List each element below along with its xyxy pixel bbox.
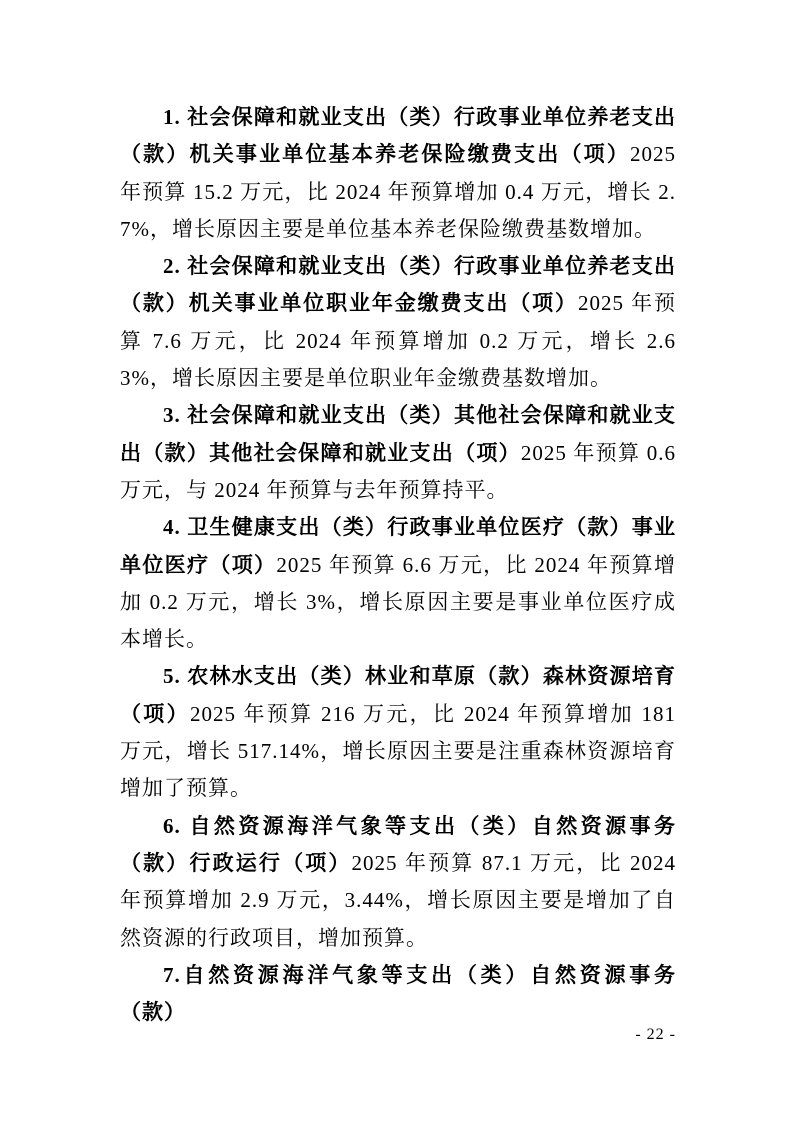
budget-paragraph-4 — [120, 509, 676, 658]
budget-paragraph-3 — [120, 397, 676, 509]
paragraph-heading: 7.自然资源海洋气象等支出（类）自然资源事务（款） — [120, 962, 676, 1025]
paragraph-heading: 6. 自然资源海洋气象等支出（类）自然资源事务（款）行政运行（项） — [120, 813, 676, 875]
paragraph-heading: 1. 社会保障和就业支出（类）行政事业单位养老支出（款）机关事业单位基本养老保险缴费支出（项） — [120, 105, 676, 167]
page-number: - 22 - — [635, 1026, 676, 1043]
budget-paragraph-2 — [120, 248, 676, 397]
paragraph-body: 2025 年预算 216 万元，比 2024 年预算增加 181 万元，增长 517.14%，增长原因主要是注重森林资源培育增加了预算。 — [120, 701, 677, 801]
paragraph-heading: 4. 卫生健康支出（类）行政事业单位医疗（款）事业单位医疗（项） — [120, 515, 676, 577]
budget-paragraph-1 — [120, 99, 676, 248]
paragraph-body: 2025 年预算 0.6 万元，与 2024 年预算与去年预算持平。 — [120, 440, 676, 502]
budget-paragraph-5 — [120, 658, 676, 807]
paragraph-body: 2025 年预算 7.6 万元，比 2024 年预算增加 0.2 万元，增长 2.63%，增长原因主要是单位职业年金缴费基数增加。 — [120, 291, 676, 391]
paragraph-heading: 5. 农林水支出（类）林业和草原（款）森林资源培育（项） — [120, 664, 676, 726]
budget-paragraph-6 — [120, 808, 676, 957]
paragraph-body: 2025 年预算 15.2 万元，比 2024 年预算增加 0.4 万元，增长 2.7%，增长原因主要是单位基本养老保险缴费基数增加。 — [120, 142, 676, 241]
paragraph-body: 2025 年预算 87.1 万元，比 2024 年预算增加 2.9 万元，3.44%，增长原因主要是增加了自然资源的行政项目，增加预算。 — [120, 850, 676, 950]
document-body — [120, 99, 676, 1031]
paragraph-heading: 2. 社会保障和就业支出（类）行政事业单位养老支出（款）机关事业单位职业年金缴费支出（项） — [120, 254, 676, 316]
paragraph-body: 2025 年预算 6.6 万元，比 2024 年预算增加 0.2 万元，增长 3%，增长原因主要是事业单位医疗成本增长。 — [120, 552, 677, 652]
paragraph-heading: 3. 社会保障和就业支出（类）其他社会保障和就业支出（款）其他社会保障和就业支出（项） — [120, 403, 676, 465]
budget-paragraph-7 — [120, 957, 676, 1032]
